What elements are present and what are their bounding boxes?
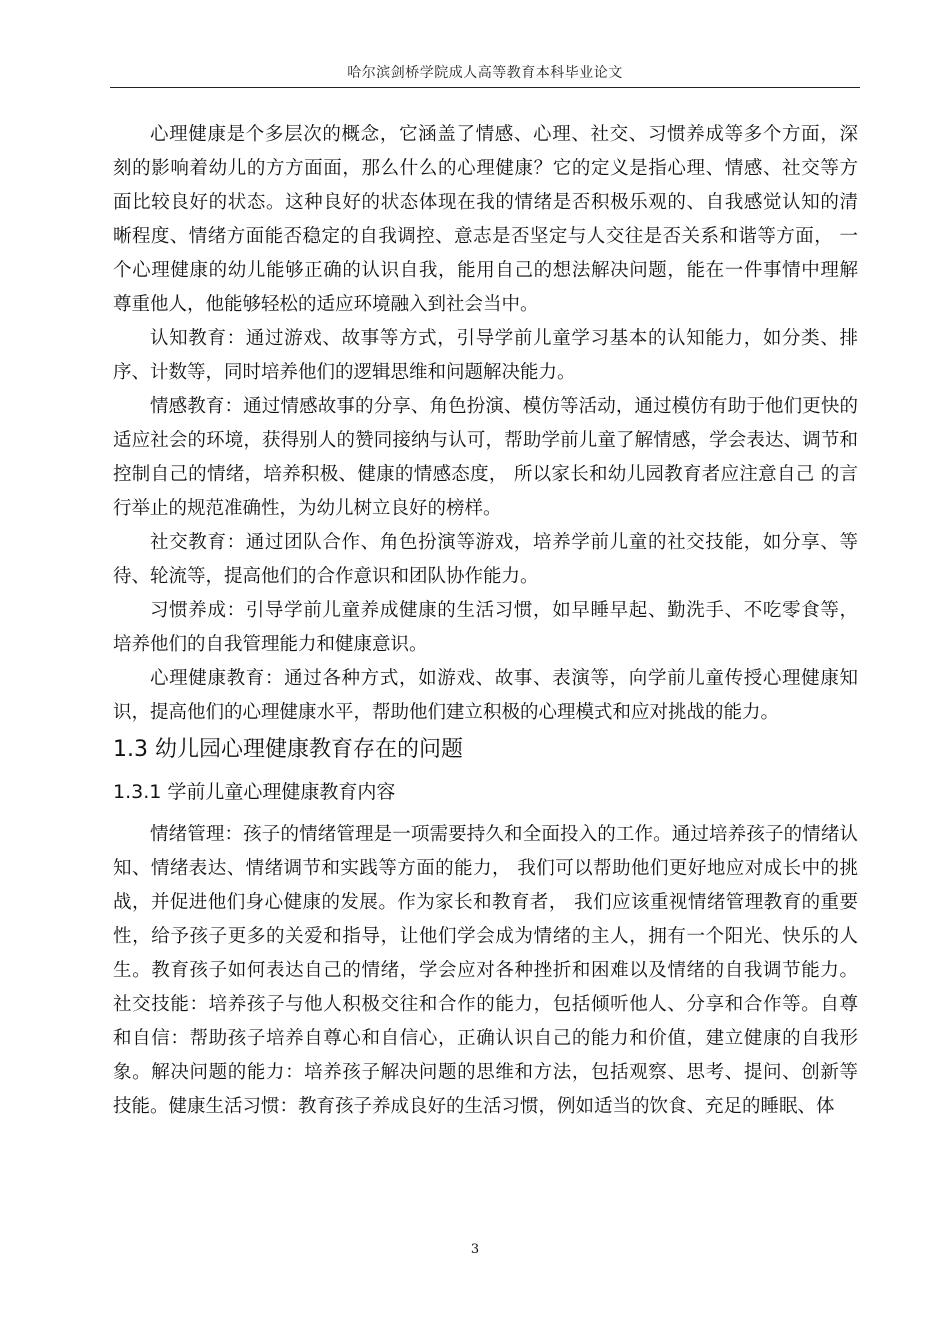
paragraph-emotion-management: 情绪管理：孩子的情绪管理是一项需要持久和全面投入的工作。通过培养孩子的情绪认知、情绪表达、情绪调节和实践等方面的能力， 我们可以帮助他们更好地应对成长中的挑战，并促进他们身心健康的发展。作为家长和教育者， 我们应该重视情绪管理教育的重要性，给予孩子更多的关爱和指导，让他们学会成为情绪的主人，拥有一个阳光、快乐的人生。教育孩子如何表达自己的情绪，学会应对各种挫折和困难以及情绪的自我调节能力。 社交技能：培养孩子与他人积极交往和合作的能力，包括倾听他人、分享和合作等。自尊 和自信：帮助孩子培养自尊心和自信心，正确认识自己的能力和价值，建立健康的自我形 象。解决问题的能力：培养孩子解决问题的思维和方法，包括观察、思考、提问、创新等 技能。健康生活习惯：教育孩子养成良好的生活习惯，例如适当的饮食、充足的睡眠、体 <box>113 824 858 1117</box>
paragraph-cognitive-education: 认知教育：通过游戏、故事等方式，引导学前儿童学习基本的认知能力，如分类、排序、计数等，同时培养他们的逻辑思维和问题解决能力。 <box>113 328 858 383</box>
section-heading-1-3: 1.3 幼儿园心理健康教育存在的问题 <box>113 737 463 762</box>
paragraph-social-education: 社交教育：通过团队合作、角色扮演等游戏，培养学前儿童的社交技能，如分享、等待、轮流等，提高他们的合作意识和团队协作能力。 <box>113 532 858 587</box>
paragraph-habit-formation: 习惯养成：引导学前儿童养成健康的生活习惯，如早睡早起、勤洗手、不吃零食等， 培养他们的自我管理能力和健康意识。 <box>113 600 858 655</box>
page-header: 哈尔滨剑桥学院成人高等教育本科毕业论文 <box>110 62 860 88</box>
paragraph-intro: 心理健康是个多层次的概念，它涵盖了情感、心理、社交、习惯养成等多个方面，深 刻的影响着幼儿的方方面面，那么什么的心理健康？它的定义是指心理、情感、社交等方 面比较良好的状态。这种良好的状态体现在我的情绪是否积极乐观的、自我感觉认知的清 晰程度、情绪方面能否稳定的自我调控、意志是否坚定与人交往是否关系和谐等方面， 一 个心理健康的幼儿能够正确的认识自我，能用自己的想法解决问题，能在一件事情中理解 尊重他人，他能够轻松的适应环境融入到社会当中。 <box>113 124 858 315</box>
page-body <box>113 118 858 1124</box>
page-number: 3 <box>470 1242 480 1257</box>
paragraph-emotional-education: 情感教育：通过情感故事的分享、角色扮演、模仿等活动，通过模仿有助于他们更快的适应社会的环境，获得别人的赞同接纳与认可，帮助学前儿童了解情感，学会表达、调节和控制自己的情绪，培养积极、健康的情感态度， 所以家长和幼儿园教育者应注意自己 的言行举止的规范准确性，为幼儿树立良好的榜样。 <box>113 396 858 519</box>
section-heading-1-3-1: 1.3.1 学前儿童心理健康教育内容 <box>113 781 396 803</box>
paragraph-mental-health-education: 心理健康教育：通过各种方式，如游戏、故事、表演等，向学前儿童传授心理健康知识，提高他们的心理健康水平，帮助他们建立积极的心理模式和应对挑战的能力。 <box>113 668 858 723</box>
